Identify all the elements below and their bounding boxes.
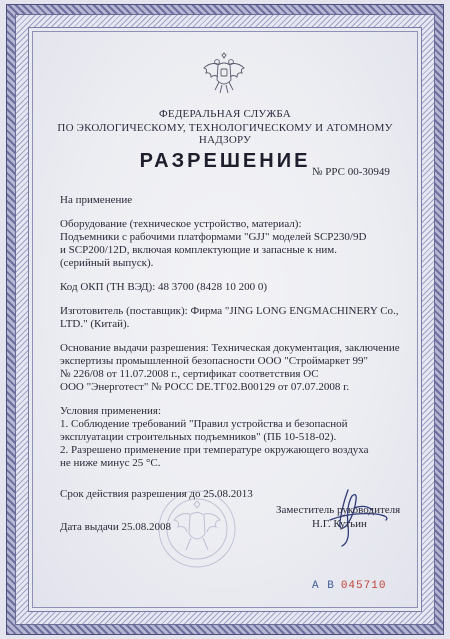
conditions-line-3: 2. Разрешено применение при температуре окружающего воздуха — [60, 444, 369, 456]
equipment-line-1: Оборудование (техническое устройство, материал): — [60, 218, 302, 230]
agency-name-line-2: ПО ЭКОЛОГИЧЕСКОМУ, ТЕХНОЛОГИЧЕСКОМУ И АТОМНОМУ НАДЗОРУ — [57, 122, 393, 146]
conditions-line-4: не ниже минус 25 °С. — [60, 457, 161, 469]
document-title: РАЗРЕШЕНИЕ — [139, 150, 311, 172]
conditions-line-1: 1. Соблюдение требований "Правил устройства и безопасной — [60, 418, 348, 430]
document-number: № РРС 00-30949 — [312, 166, 390, 178]
form-serial-number — [312, 580, 386, 592]
basis-line-2: экспертизы промышленной безопасности ООО "Строймаркет 99" — [60, 355, 369, 367]
manufacturer-line-1: Изготовитель (поставщик): Фирма "JING LONG ENGMACHINERY Co., — [60, 305, 399, 317]
basis-line-3: № 226/08 от 11.07.2008 г., сертификат соответствия ОС — [60, 368, 319, 380]
okp-code: Код ОКП (ТН ВЭД): 48 3700 (8428 10 200 0) — [60, 281, 268, 293]
equipment-line-4: (серийный выпуск). — [60, 257, 154, 269]
signatory-name: Н.Г. Кутьин — [312, 518, 367, 530]
serial-number: 045710 — [340, 580, 387, 592]
basis-line-1: Основание выдачи разрешения: Техническая документация, заключение — [60, 342, 400, 354]
equipment-line-3: и SCP200/12D, включая комплектующие и запасные к ним. — [60, 244, 337, 256]
manufacturer-line-2: LTD." (Китай). — [60, 318, 130, 330]
basis-line-4: ООО "Энерготест" № РОСС DE.ТГ02.В00129 от 07.07.2008 г. — [60, 381, 350, 393]
purpose-text: На применение — [60, 194, 133, 206]
equipment-line-2: Подъемники с рабочими платформами "GJJ" моделей SCP230/9D — [60, 231, 367, 243]
signatory-title: Заместитель руководителя — [276, 504, 401, 516]
agency-name-line-1: ФЕДЕРАЛЬНАЯ СЛУЖБА — [159, 108, 291, 120]
serial-series: А В — [312, 580, 335, 592]
conditions-line-2: эксплуатации строительных подъемников" (ПБ 10-518-02). — [60, 431, 337, 443]
validity-term: Срок действия разрешения до 25.08.2013 — [60, 488, 253, 500]
double-headed-eagle-icon — [200, 52, 248, 96]
conditions-heading: Условия применения: — [60, 405, 162, 417]
issue-date: Дата выдачи 25.08.2008 — [60, 521, 171, 533]
